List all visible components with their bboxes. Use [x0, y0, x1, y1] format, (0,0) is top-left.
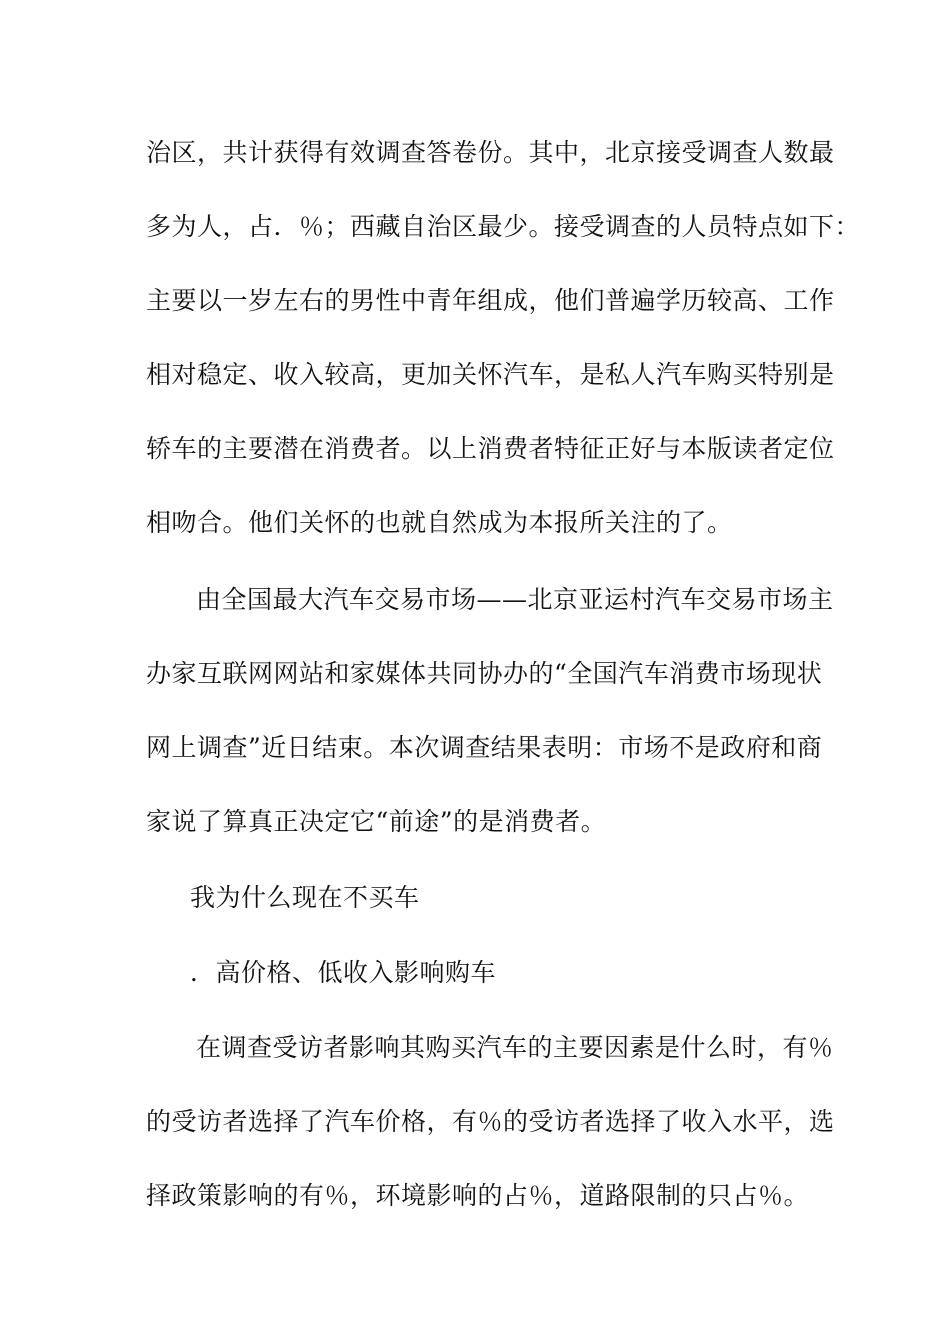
paragraph-line: 主要以一岁左右的男性中青年组成，他们普遍学历较高、工作: [146, 286, 835, 315]
paragraph-line: 的受访者选择了汽车价格，有％的受访者选择了收入水平，选: [146, 1107, 835, 1136]
paragraph-line: 家说了算真正决定它“前途”的是消费者。: [146, 807, 607, 836]
paragraph-line: 治区，共计获得有效调查答卷份。其中，北京接受调查人数最: [146, 138, 835, 167]
paragraph-line: 多为人，占．％；西藏自治区最少。接受调查的人员特点如下：: [146, 212, 861, 241]
paragraph-line: 择政策影响的有％，环境影响的占％，道路限制的只占％。: [146, 1181, 810, 1210]
subsection-heading: ．高价格、低收入影响购车: [190, 958, 497, 987]
paragraph-line: 相吻合。他们关怀的也就自然成为本报所关注的了。: [146, 508, 733, 537]
paragraph-line: 办家互联网网站和家媒体共同协办的“全国汽车消费市场现状: [146, 659, 823, 688]
paragraph-line: 轿车的主要潜在消费者。以上消费者特征正好与本版读者定位: [146, 434, 835, 463]
section-heading: 我为什么现在不买车: [190, 883, 420, 912]
paragraph-line: 网上调查”近日结束。本次调查结果表明：市场不是政府和商: [146, 733, 823, 762]
paragraph-line: 相对稳定、收入较高，更加关怀汽车，是私人汽车购买特别是: [146, 360, 835, 389]
paragraph-line: 在调查受访者影响其购买汽车的主要因素是什么时，有％: [196, 1033, 834, 1062]
paragraph-line: 由全国最大汽车交易市场——北京亚运村汽车交易市场主: [196, 585, 834, 614]
